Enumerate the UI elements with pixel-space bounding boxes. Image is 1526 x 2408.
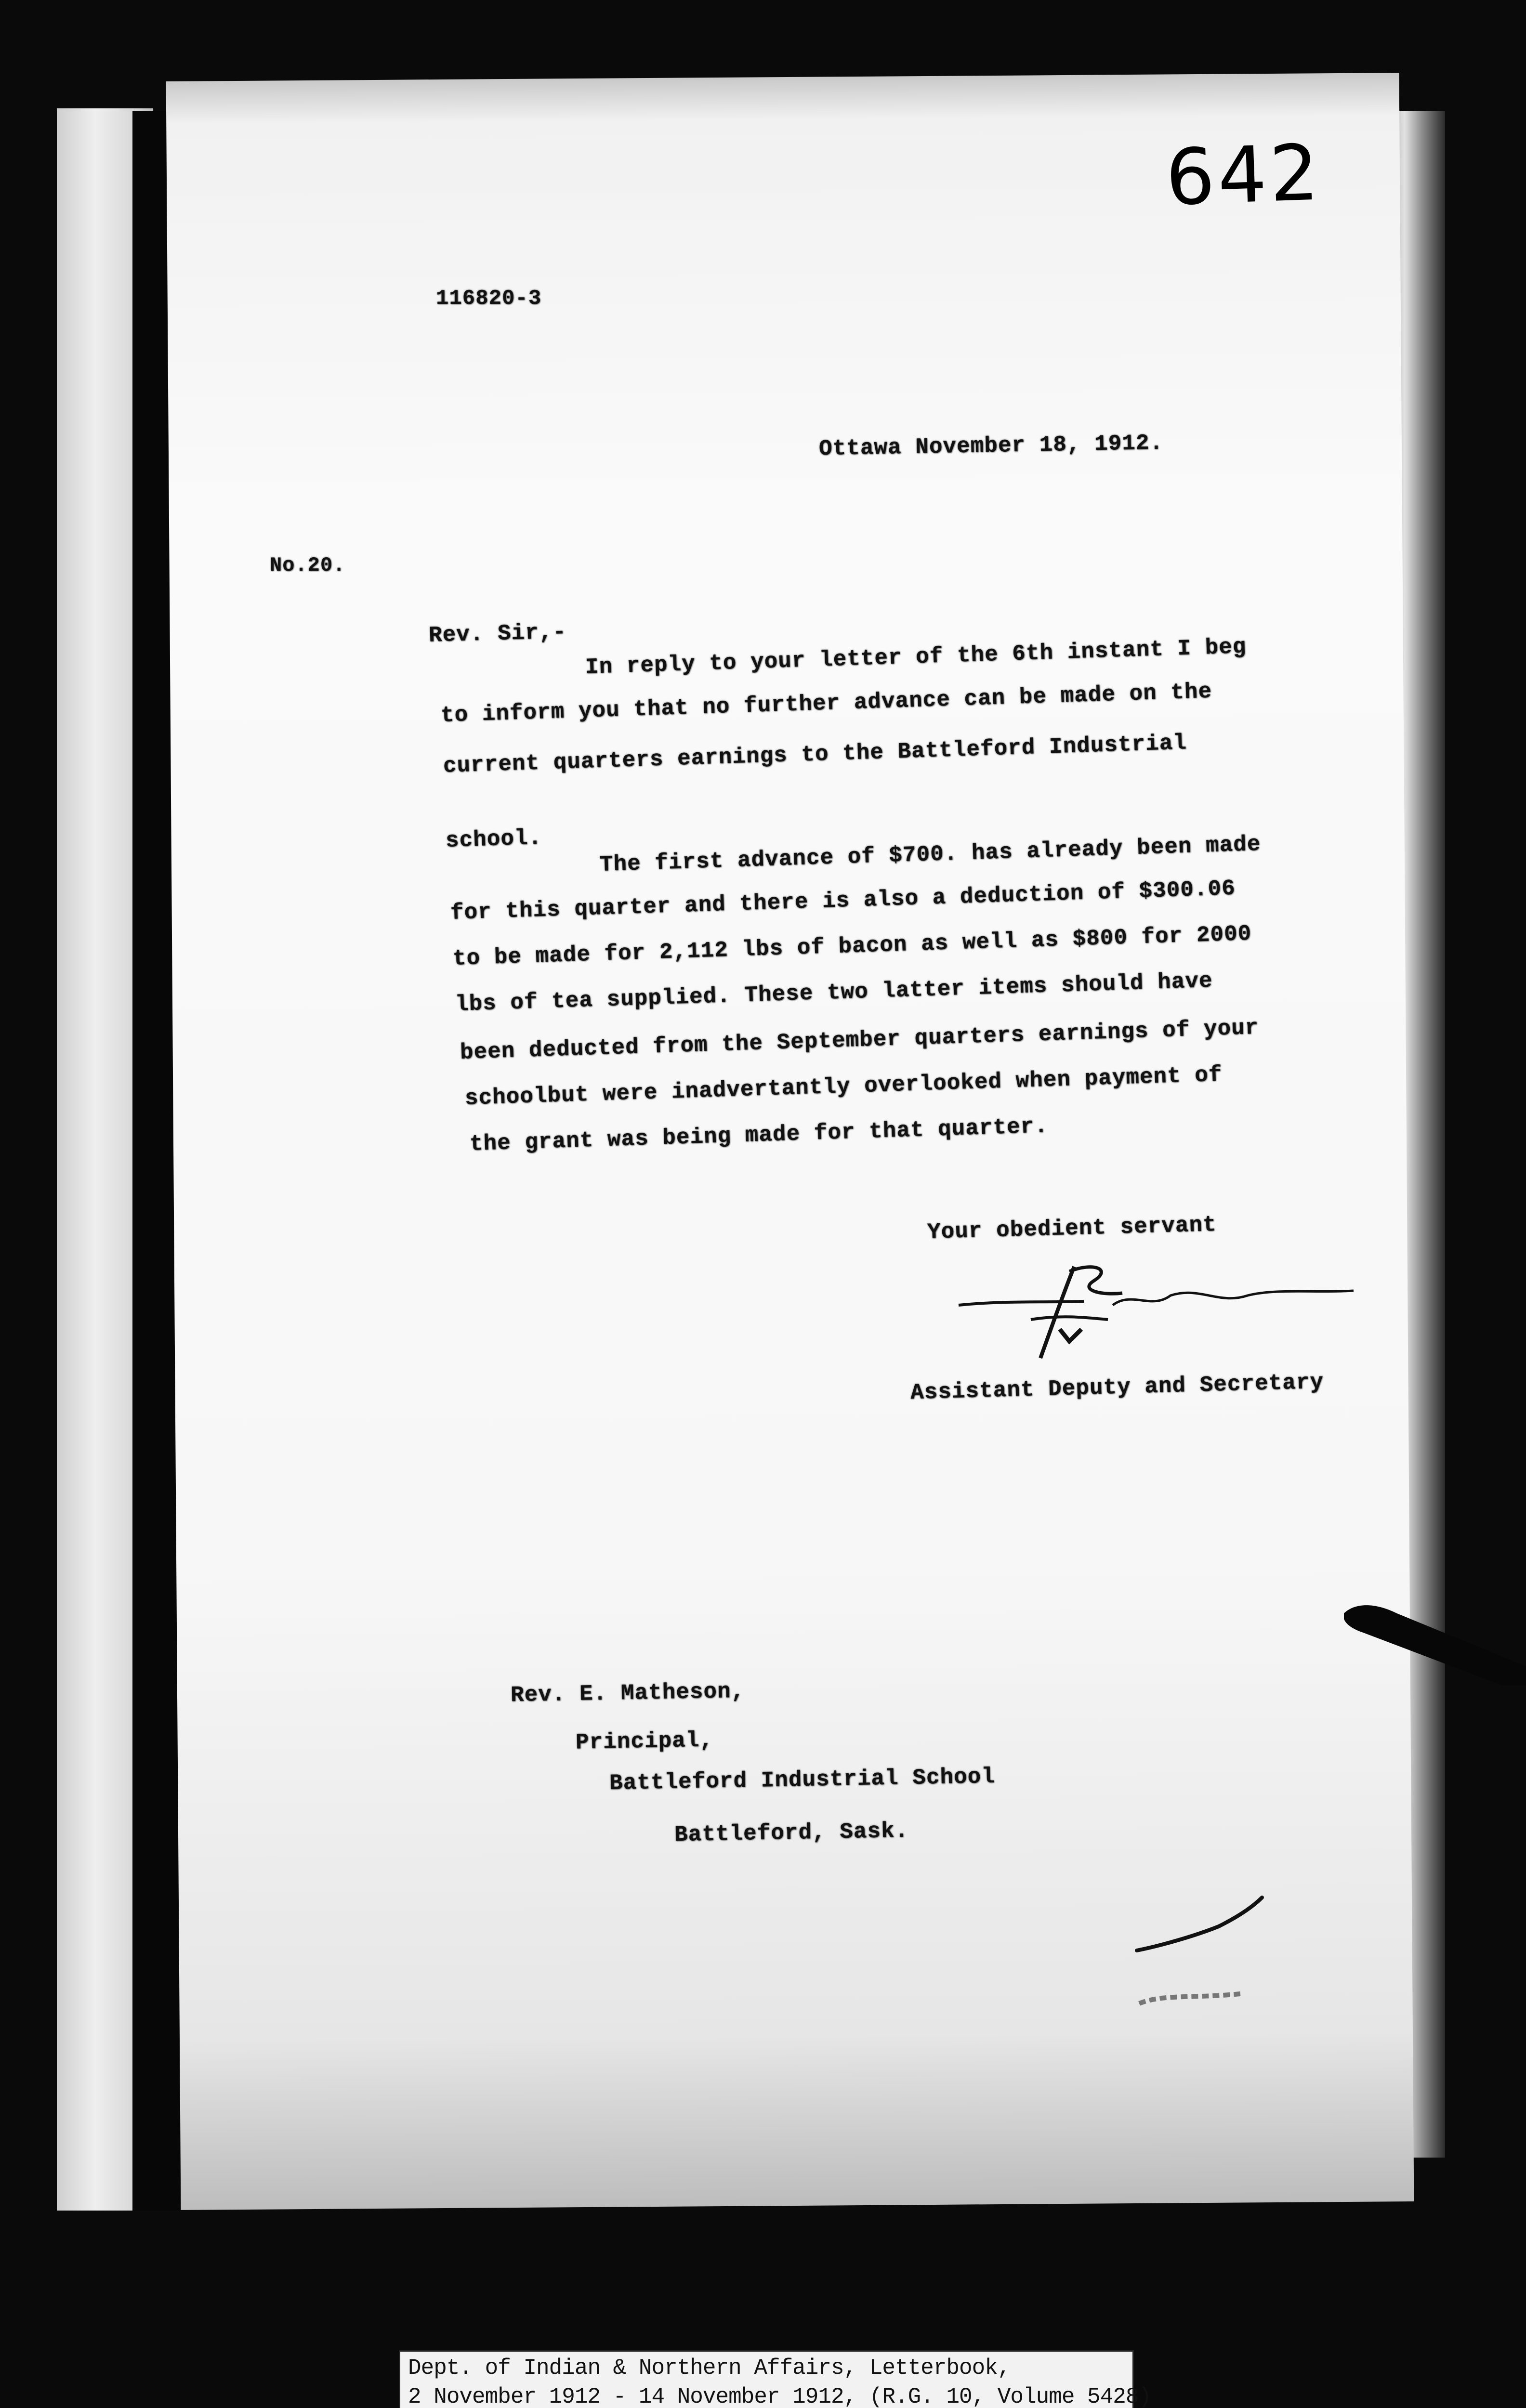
salutation: Rev. Sir,- [428,619,567,648]
body-line: In reply to your letter of the 6th instant I beg [585,634,1247,680]
addressee-line: Battleford Industrial School [609,1764,996,1796]
signatory-title: Assistant Deputy and Secretary [910,1369,1324,1406]
body-line: for this quarter and there is also a deduction of $300.06 [450,876,1236,926]
folio-number: 642 [1164,127,1323,223]
body-line: to be made for 2,112 lbs of bacon as well as $800 for 2000 [452,921,1252,971]
file-number: 116820-3 [436,287,542,311]
signature [949,1247,1363,1373]
reference-line: Dept. of Indian & Northern Affairs, Letterbook, [408,2356,1011,2381]
body-line: to inform you that no further advance can be made on the [440,679,1212,728]
pencil-check-mark [1122,1878,1276,1989]
closing: Your obedient servant [927,1212,1217,1245]
addressee-line: Battleford, Sask. [674,1818,909,1848]
letter-number: No.20. [270,554,346,577]
body-line: school. [445,825,542,853]
body-line: lbs of tea supplied. These two latter items should have [455,968,1213,1017]
addressee-line: Rev. E. Matheson, [510,1678,745,1708]
body-line: schoolbut were inadvertantly overlooked when payment of [464,1062,1223,1111]
reference-line: 2 November 1912 - 14 November 1912, (R.G. 10, Volume 5428) [408,2384,1152,2408]
dateline: Ottawa November 18, 1912. [818,430,1164,462]
body-line: been deducted from the September quarters earnings of your [460,1015,1260,1065]
body-line: current quarters earnings to the Battleford Industrial [443,730,1187,779]
pencil-smudge [1134,1984,1250,2013]
addressee-line: Principal, [575,1727,714,1755]
body-line: The first advance of $700. has already been made [599,831,1262,877]
reference-label [399,2350,1152,2408]
body-line: the grant was being made for that quarter. [469,1113,1049,1157]
pen-tip [1344,1599,1526,1686]
